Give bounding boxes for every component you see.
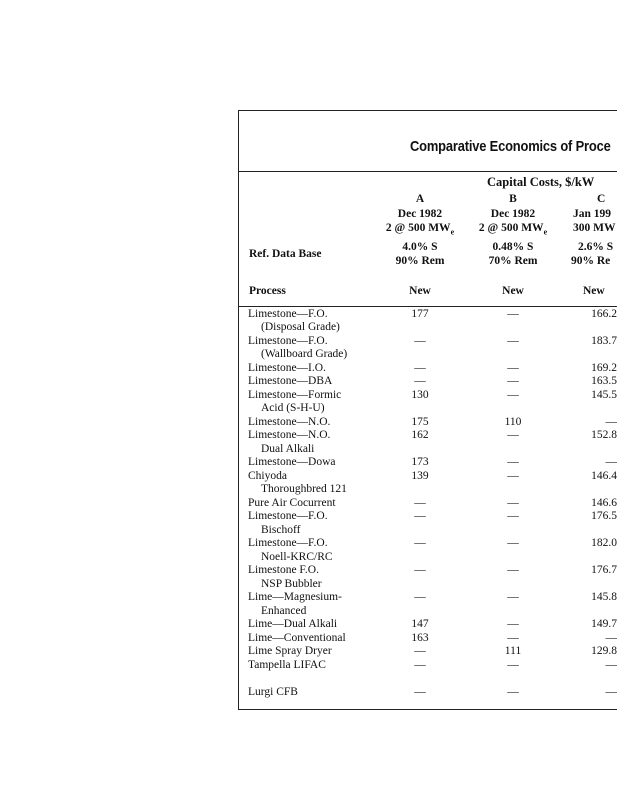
process-name: Limestone—F.O.: [248, 308, 328, 320]
value-c: —: [605, 416, 617, 428]
value-b: —: [507, 659, 519, 671]
value-b: —: [507, 456, 519, 468]
table-row: [248, 443, 617, 456]
value-a: 175: [411, 416, 429, 428]
column-letter: A: [415, 193, 425, 205]
table-row: [248, 375, 617, 388]
table-row: [248, 456, 617, 469]
value-a: —: [414, 362, 426, 374]
value-c: 149.7: [591, 618, 617, 630]
value-c: 176.7: [591, 564, 617, 576]
value-c: 146.6: [591, 497, 617, 509]
process-name: Dual Alkali: [261, 443, 315, 455]
table-row: [248, 389, 617, 402]
column-sulfur: 0.48% S: [492, 240, 534, 253]
table-row: [248, 362, 617, 375]
process-header: Process: [249, 285, 286, 297]
process-name: Lurgi CFB: [248, 686, 298, 698]
table-row: [248, 497, 617, 510]
new-label-b: New: [502, 285, 524, 297]
value-c: 182.0: [591, 537, 617, 549]
process-name: Thoroughbred 121: [261, 483, 347, 495]
new-label-a: New: [409, 285, 431, 297]
value-b: —: [507, 362, 519, 374]
process-name: Lime—Dual Alkali: [248, 618, 338, 630]
value-a: 163: [411, 632, 429, 644]
column-sulfur: 2.6% S: [578, 240, 614, 253]
column-size: 300 MW: [573, 222, 616, 234]
value-b: —: [507, 389, 519, 401]
process-name: Lime Spray Dryer: [248, 645, 332, 657]
value-b: —: [507, 632, 519, 644]
process-name: Limestone—N.O.: [248, 429, 331, 441]
table-row: [248, 632, 617, 645]
capital-costs-label: Capital Costs, $/kW: [487, 175, 595, 189]
table-row: [248, 605, 617, 618]
process-name: NSP Bubbler: [261, 578, 322, 590]
table-row: [248, 348, 617, 361]
process-name: Chiyoda: [248, 470, 287, 482]
process-name: Limestone—F.O.: [248, 537, 328, 549]
value-a: —: [414, 335, 426, 347]
value-b: —: [507, 308, 519, 320]
table-row: [248, 429, 617, 442]
value-a: 130: [411, 389, 429, 401]
value-c: 152.8: [591, 429, 617, 441]
column-size: 2 @ 500 $MW_e$: [385, 222, 455, 237]
column-header-a: [380, 192, 460, 269]
table-row: [248, 308, 617, 321]
value-c: —: [605, 456, 617, 468]
table-row: [248, 321, 617, 334]
process-name: Pure Air Cocurrent: [248, 497, 336, 509]
value-a: —: [414, 375, 426, 387]
process-name: (Wallboard Grade): [261, 348, 348, 360]
process-name: Limestone—F.O.: [248, 335, 328, 347]
value-a: 177: [411, 308, 429, 320]
value-c: 145.5: [591, 389, 617, 401]
header-divider: [238, 306, 617, 307]
column-letter: C: [597, 193, 606, 205]
process-name: (Disposal Grade): [261, 321, 340, 333]
value-c: —: [605, 632, 617, 644]
title-divider: [238, 171, 617, 172]
process-name: Acid (S-H-U): [261, 402, 325, 414]
table-title: Comparative Economics of Proce: [410, 138, 611, 155]
table-row: [248, 618, 617, 631]
column-removal: 90% Re: [571, 255, 611, 268]
value-b: —: [507, 510, 519, 522]
process-name: Lime—Magnesium-: [248, 591, 342, 603]
value-c: —: [605, 686, 617, 698]
new-label-c: New: [583, 285, 605, 297]
value-a: —: [414, 537, 426, 549]
process-name: Bischoff: [261, 524, 301, 536]
process-name: Limestone—I.O.: [248, 362, 326, 374]
table-row: [248, 564, 617, 577]
table-row: [248, 686, 617, 699]
value-a: 139: [411, 470, 429, 482]
value-b: 111: [504, 645, 522, 657]
column-removal: 70% Rem: [488, 255, 538, 268]
value-a: —: [414, 510, 426, 522]
value-a: —: [414, 497, 426, 509]
column-header-c: [571, 192, 617, 269]
value-a: 162: [411, 429, 429, 441]
table-row: [248, 591, 617, 604]
value-b: —: [507, 470, 519, 482]
value-c: 129.8: [591, 645, 617, 657]
value-a: —: [414, 659, 426, 671]
process-name: Lime—Conventional: [248, 632, 346, 644]
value-a: 173: [411, 456, 429, 468]
value-b: 110: [504, 416, 522, 428]
value-c: —: [605, 659, 617, 671]
value-b: —: [507, 375, 519, 387]
value-c: 145.8: [591, 591, 617, 603]
table-row: [248, 416, 617, 429]
process-name: Limestone—Dowa: [248, 456, 336, 468]
value-a: —: [414, 686, 426, 698]
table-row: [248, 537, 617, 550]
column-date: Jan 199: [573, 207, 612, 220]
value-c: 163.5: [591, 375, 617, 387]
value-c: 169.2: [591, 362, 617, 374]
value-b: —: [507, 618, 519, 630]
process-name: Limestone F.O.: [248, 564, 319, 576]
value-c: 146.4: [591, 470, 617, 482]
table-row: [248, 659, 617, 672]
table-row: [248, 524, 617, 537]
column-removal: 90% Rem: [395, 255, 445, 268]
process-name: Limestone—N.O.: [248, 416, 331, 428]
table-row: [248, 335, 617, 348]
value-b: —: [507, 564, 519, 576]
value-b: —: [507, 537, 519, 549]
value-b: —: [507, 686, 519, 698]
process-name: Limestone—Formic: [248, 389, 342, 401]
process-name: Limestone—DBA: [248, 375, 333, 387]
ref-data-base-label: Ref. Data Base: [249, 248, 322, 260]
column-sulfur: 4.0% S: [402, 240, 438, 253]
value-c: 166.2: [591, 308, 617, 320]
process-name: Enhanced: [261, 605, 307, 617]
table-row: [248, 470, 617, 483]
table-row: [248, 510, 617, 523]
value-b: —: [507, 335, 519, 347]
value-a: 147: [411, 618, 429, 630]
column-letter: B: [509, 193, 517, 205]
table-row: [248, 578, 617, 591]
column-header-b: [473, 192, 553, 269]
table-row: [248, 551, 617, 564]
table-row: [248, 402, 617, 415]
column-date: Dec 1982: [490, 207, 536, 220]
table-row: [248, 483, 617, 496]
value-c: 176.5: [591, 510, 617, 522]
process-name: Limestone—F.O.: [248, 510, 328, 522]
value-b: —: [507, 429, 519, 441]
column-size: 2 @ 500 $MW_e$: [478, 222, 548, 237]
value-c: 183.7: [591, 335, 617, 347]
process-name: Tampella LIFAC: [248, 659, 326, 671]
table-row: [248, 645, 617, 658]
value-a: —: [414, 645, 426, 657]
value-b: —: [507, 497, 519, 509]
value-a: —: [414, 564, 426, 576]
value-a: —: [414, 591, 426, 603]
column-date: Dec 1982: [397, 207, 443, 220]
value-b: —: [507, 591, 519, 603]
process-name: Noell-KRC/RC: [261, 551, 333, 563]
